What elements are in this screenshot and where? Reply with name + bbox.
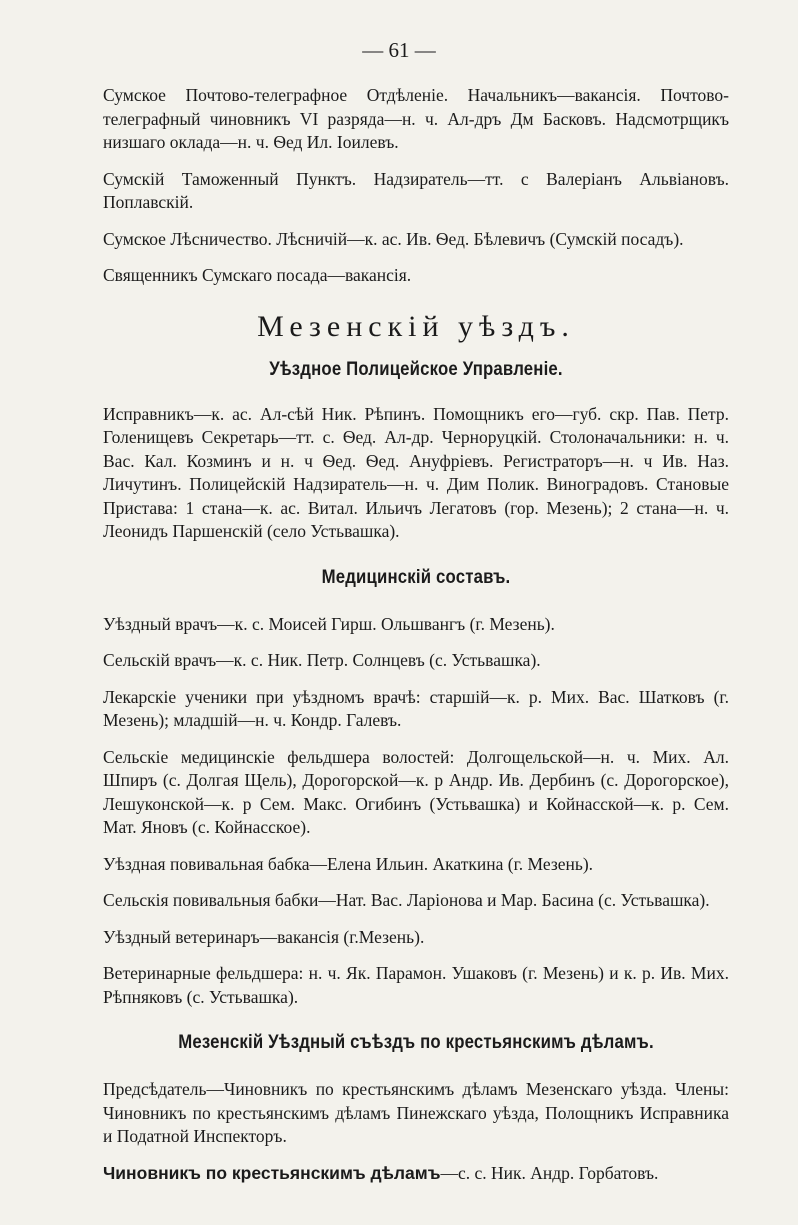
paragraph-forestry: Сумское Лѣсничество. Лѣсничій—к. ас. Ив. Ѳед. Бѣлевичъ (Сумскій посадъ).	[103, 228, 684, 249]
paragraph-priest: Священникъ Сумскаго посада—вакансія.	[103, 265, 412, 285]
police-heading: Уѣздное Полицейское Управленіе.	[269, 357, 563, 380]
district-title: Мезенскій уѣздъ.	[257, 309, 575, 343]
medical-item: Уѣздная повивальная бабка—Елена Ильин. Акаткина (г. Мезень).	[103, 853, 594, 874]
page-content	[103, 84, 729, 1198]
page-number: — 61 —	[362, 38, 436, 62]
medical-item: Лекарскіе ученики при уѣздномъ врачѣ: старшій—к. р. Мих. Вас. Шатковъ (г. Мезень); младшій—н. ч. Кондр. Галевъ.	[103, 686, 729, 730]
medical-item: Сельскіе медицинскіе фельдшера волостей: Долгощельской—н. ч. Мих. Ал. Шпиръ (с. Долгая Щель), Дорогорской—к. р Андр. Ив. Дербинъ (с. Дорогорское), Лешуконской—к. р Сем. Макс. Огибинъ (Устьвашка) и Койнасской—к. р. Сем. Мат. Яновъ (с. Койнасское).	[103, 746, 729, 837]
peasant-official	[103, 1162, 729, 1186]
medical-item: Сельскія повивальныя бабки—Нат. Вас. Ларіонова и Мар. Басина (с. Устьвашка).	[103, 890, 710, 910]
peasant-heading: Мезенскій Уѣздный съѣздъ по крестьянскимъ дѣламъ.	[178, 1031, 654, 1053]
paragraph-customs: Сумскій Таможенный Пунктъ. Надзиратель—тт. с Валеріанъ Альвіановъ. Поплавскій.	[103, 168, 729, 212]
police-text: Исправникъ—к. ас. Ал-сѣй Ник. Рѣпинъ. Помощникъ его—губ. скр. Пав. Петр. Голенищевъ Секретарь—тт. с. Ѳед. Ал-др. Черноруцкій. Столоначальники: н. ч. Вас. Кал. Козминъ и н. ч Ѳед. Ѳед. Ануфріевъ. Регистраторъ—н. ч Ив. Наз. Личутинъ. Полицейскій Надзиратель—н. ч. Дим Полик. Виноградовъ. Становые Пристава: 1 стана—к. ас. Витал. Ильичъ Легатовъ (гор. Мезень); 2 стана—н. ч. Леонидъ Паршенскій (село Устьвашка).	[103, 403, 729, 541]
official-value: —с. с. Ник. Андр. Горбатовъ.	[440, 1162, 659, 1183]
medical-item: Сельскій врачъ—к. с. Ник. Петр. Солнцевъ (с. Устьвашка).	[103, 650, 541, 670]
medical-item: Уѣздный ветеринаръ—вакансія (г.Мезень).	[103, 926, 425, 947]
paragraph-post-office: Сумское Почтово-телеграфное Отдѣленіе. Начальникъ—вакансія. Почтово-телеграфный чиновникъ VI разряда—н. ч. Ал-дръ Дм Басковъ. Надсмотрщикъ низшаго оклада—н. ч. Ѳед Ил. Іоилевъ.	[103, 85, 729, 152]
official-label: Чиновникъ по крестьянскимъ дѣламъ	[103, 1162, 441, 1183]
medical-heading: Медицинскій составъ.	[321, 565, 511, 588]
medical-item: Ветеринарные фельдшера: н. ч. Як. Парамон. Ушаковъ (г. Мезень) и к. р. Ив. Мих. Рѣпняковъ (с. Устьвашка).	[103, 963, 729, 1007]
medical-item: Уѣздный врачъ—к. с. Моисей Гирш. Ольшвангъ (г. Мезень).	[103, 613, 555, 634]
peasant-text: Предсѣдатель—Чиновникъ по крестьянскимъ дѣламъ Мезенскаго уѣзда. Члены: Чиновникъ по крестьянскимъ дѣламъ Пинежскаго уѣзда, Полощникъ Исправника и Податной Инспекторъ.	[103, 1079, 729, 1146]
